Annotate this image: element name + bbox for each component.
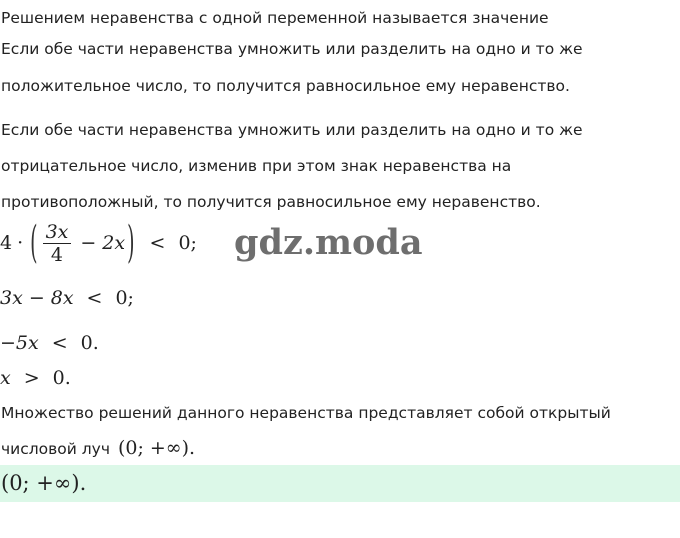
left-side: x <box>0 367 11 389</box>
inequality-step-3 <box>0 331 99 355</box>
fraction <box>43 221 72 266</box>
term-b: 8x <box>50 287 74 309</box>
fraction-numerator: 3x <box>43 221 72 244</box>
term: 2x <box>102 232 126 254</box>
term-a: 3x <box>0 287 23 309</box>
rule-negative-line-1: Если обе части неравенства умножить или разделить на одно и то же <box>1 121 583 139</box>
right-side: 0; <box>178 232 197 254</box>
rule-negative-line-3: противоположный, то получится равносильное ему неравенство. <box>1 193 541 211</box>
rule-positive-line-2: положительное число, то получится равносильное ему неравенство. <box>1 77 570 95</box>
right-paren: ) <box>127 217 135 269</box>
left-paren: ( <box>30 217 38 269</box>
coefficient: 4 <box>0 232 13 254</box>
left-side: −5x <box>0 332 39 354</box>
relation: > <box>23 367 40 389</box>
conclusion-line-1: Множество решений данного неравенства представляет собой открытый <box>1 404 611 422</box>
right-side: 0; <box>115 287 134 309</box>
answer-box <box>0 465 680 502</box>
definition-text: Решением неравенства с одной переменной называется значение <box>1 9 549 27</box>
conclusion-text: числовой луч <box>1 440 110 458</box>
minus-sign: − <box>80 232 97 254</box>
answer-value: (0; +∞). <box>1 471 87 495</box>
right-side: 0. <box>80 332 99 354</box>
inequality-step-4 <box>0 366 71 390</box>
watermark-logo: gdz.moda <box>234 222 423 263</box>
relation: < <box>149 232 166 254</box>
inequality-step-1 <box>0 214 197 272</box>
minus-sign: − <box>28 287 45 309</box>
rule-positive-line-1: Если обе части неравенства умножить или разделить на одно и то же <box>1 40 583 58</box>
interval-inline: (0; +∞). <box>117 437 196 459</box>
relation: < <box>51 332 68 354</box>
fraction-denominator: 4 <box>50 243 64 266</box>
conclusion-line-2 <box>1 438 195 459</box>
right-side: 0. <box>52 367 71 389</box>
inequality-step-2 <box>0 286 134 310</box>
rule-negative-line-2: отрицательное число, изменив при этом знак неравенства на <box>1 157 512 175</box>
relation: < <box>86 287 103 309</box>
multiply-dot: · <box>17 232 24 254</box>
